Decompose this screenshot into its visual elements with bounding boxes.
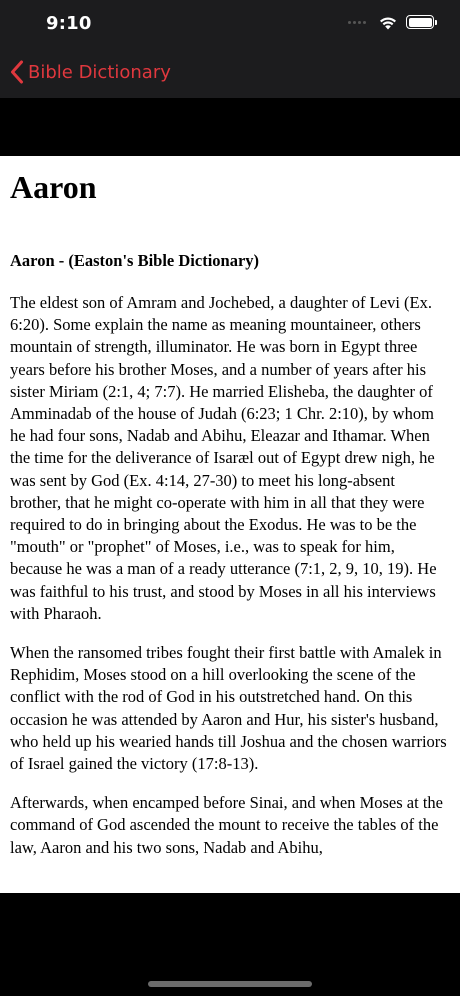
home-indicator[interactable] bbox=[148, 981, 312, 987]
chevron-left-icon bbox=[10, 60, 24, 84]
article-paragraph: Afterwards, when encamped before Sinai, and when Moses at the command of God ascended the mount to receive the tables of the law, Aaron and his two sons, Nadab and Abihu, bbox=[10, 793, 443, 857]
article-paragraph: The eldest son of Amram and Jochebed, a daughter of Levi (Ex. 6:20). Some explain the name as meaning mountaineer, others mountain of strength, illuminator. He was born in Egypt three years before his brother Moses, and a number of years after his sister Miriam (2:1, 4; 7:7). He married Elisheba, the daughter of Amminadab of the house of Judah (6:23; 1 Chr. 2:10), by whom he had four sons, Nadab and Abihu, Eleazar and Ithamar. When the time for the deliverance of Isaræl out of Egypt drew nigh, he was sent by God (Ex. 4:14, 27-30) to meet his long-absent brother, that he might co-operate with him in all that they were required to do in bringing about the Exodus. He was to be the "mouth" or "prophet" of Moses, i.e., was to speak for him, because he was a man of a ready utterance (7:1, 2, 9, 10, 19). He was faithful to his trust, and stood by Moses in all his interviews with Pharaoh. bbox=[10, 293, 437, 623]
status-bar bbox=[0, 0, 460, 50]
back-button[interactable] bbox=[10, 60, 171, 84]
back-button-label: Bible Dictionary bbox=[28, 61, 171, 83]
status-indicators bbox=[348, 14, 434, 30]
article-content[interactable] bbox=[0, 156, 460, 893]
navigation-bar bbox=[0, 50, 460, 98]
entry-title: Aaron bbox=[10, 169, 97, 205]
cellular-signal-icon bbox=[348, 21, 366, 24]
wifi-icon bbox=[378, 14, 398, 30]
article-paragraph: When the ransomed tribes fought their first battle with Amalek in Rephidim, Moses stood on a hill overlooking the scene of the conflict with the rod of God in his outstretched hand. On this occasion he was attended by Aaron and Hur, his sister's husband, who held up his wearied hands till Joshua and the chosen warriors of Israel gained the victory (17:8-13). bbox=[10, 643, 447, 774]
battery-icon bbox=[406, 15, 434, 29]
status-time: 9:10 bbox=[46, 13, 92, 34]
source-heading: Aaron - (Easton's Bible Dictionary) bbox=[10, 251, 260, 270]
header-spacer bbox=[0, 98, 460, 156]
